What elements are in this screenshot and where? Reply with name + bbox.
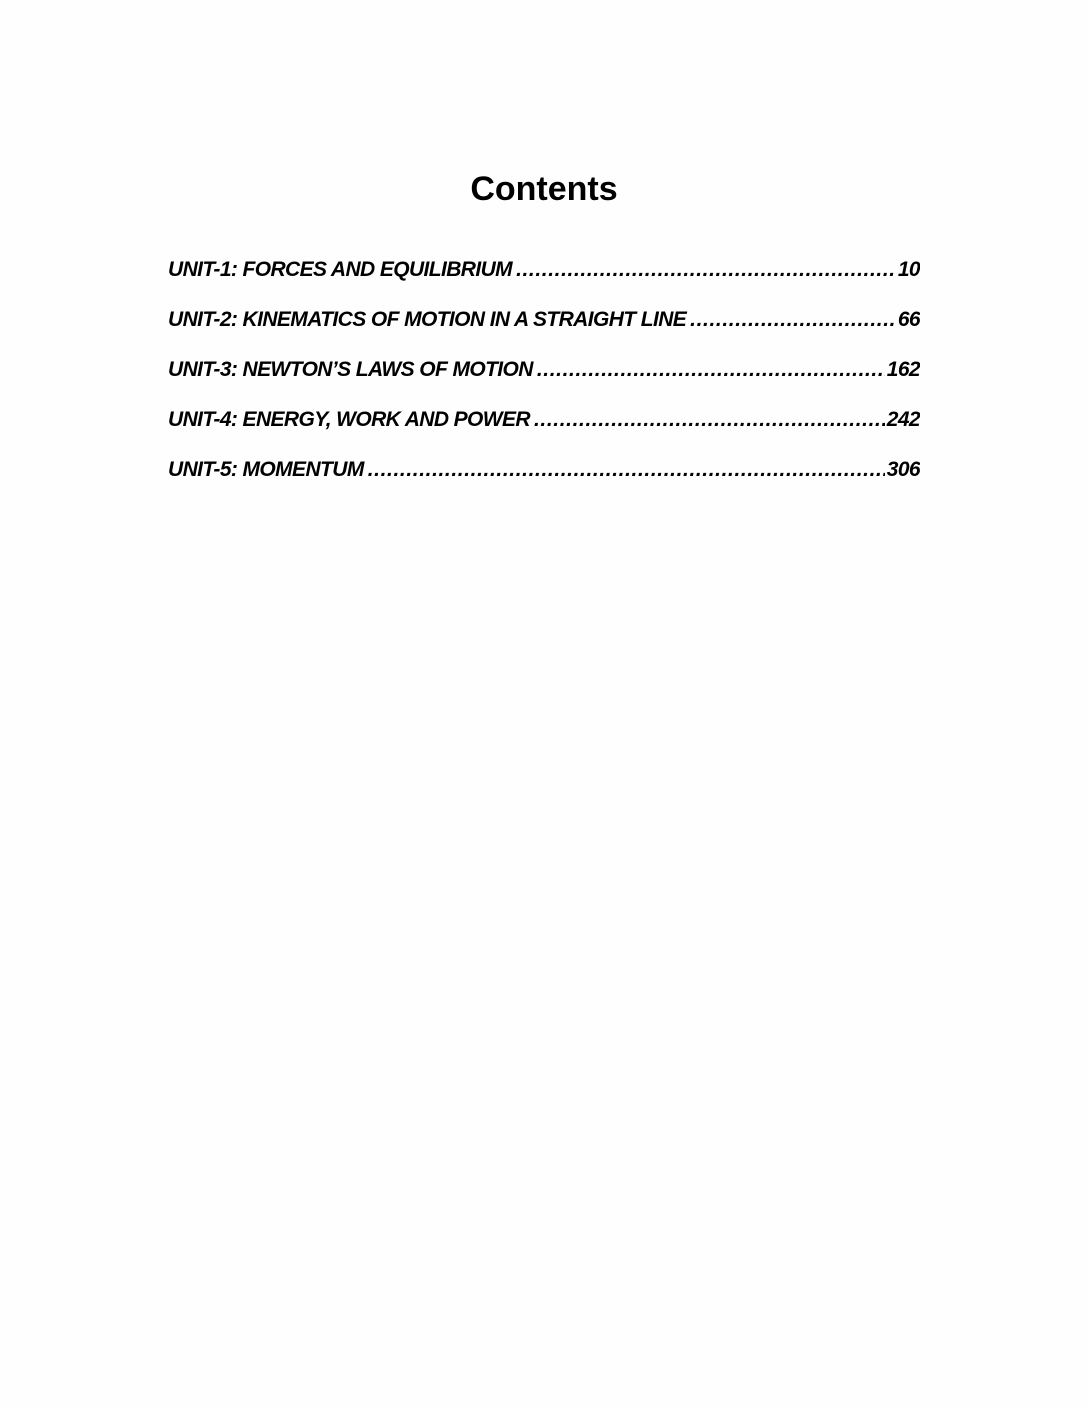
toc-entry-unit-3[interactable] (168, 354, 920, 404)
toc-entry-unit-2[interactable] (168, 304, 920, 354)
toc-dot-leader (534, 404, 885, 436)
toc-page-number: 306 (886, 458, 920, 481)
toc-page-number: 66 (897, 308, 920, 331)
toc-entry-unit-5[interactable] (168, 454, 920, 504)
toc-dot-leader (368, 454, 885, 486)
toc-dot-leader (516, 254, 896, 286)
toc-entry-label: UNIT-1: FORCES AND EQUILIBRIUM (168, 258, 513, 281)
toc-dot-leader (537, 354, 885, 386)
toc-page-number: 162 (886, 358, 920, 381)
toc-page-number: 242 (886, 408, 920, 431)
toc-entry-unit-1[interactable] (168, 254, 920, 304)
toc-entry-label: UNIT-3: NEWTON’S LAWS OF MOTION (168, 358, 533, 381)
toc-entry-unit-4[interactable] (168, 404, 920, 454)
toc-page-number: 10 (897, 258, 920, 281)
toc-entry-label: UNIT-2: KINEMATICS OF MOTION IN A STRAIGHT LINE (168, 308, 687, 331)
toc-entry-label: UNIT-5: MOMENTUM (168, 458, 364, 481)
toc-dot-leader (690, 304, 896, 336)
page-title: Contents (470, 170, 618, 208)
toc-entry-label: UNIT-4: ENERGY, WORK AND POWER (168, 408, 530, 431)
table-of-contents (168, 254, 920, 504)
